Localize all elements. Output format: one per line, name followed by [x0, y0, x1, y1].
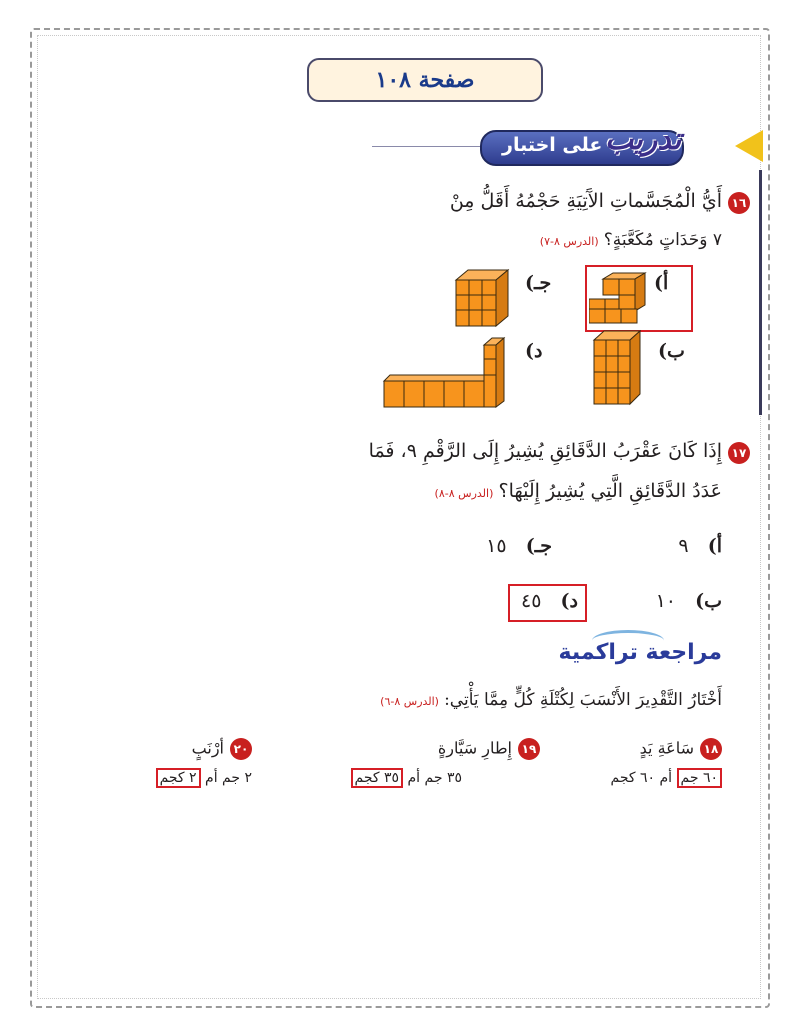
q17-lesson-ref: (الدرس ٨-٨) [434, 487, 494, 500]
q16-option-d-label[interactable]: د) [525, 340, 543, 362]
banner-arrow-icon [735, 130, 763, 162]
q17-option-b-label: ب) [695, 590, 722, 612]
q16-text2: ٧ وَحَدَاتٍ مُكَعَّبَةٍ؟ [603, 230, 722, 250]
q17-option-b[interactable] [656, 590, 722, 612]
review-lesson-ref: (الدرس ٨-٦) [380, 695, 439, 708]
banner-brand: تدريب [605, 122, 682, 157]
review-item-19-label: إِطارِ سَيَّارةٍ [437, 738, 512, 758]
q17-option-d-label: د) [560, 590, 578, 612]
review-item-18-choices [611, 770, 722, 786]
q16-option-c-label[interactable]: جـ) [525, 272, 552, 294]
review-prompt: أَخْتَارُ التَّقْدِيرَ الأَنْسَبَ لِكُتْلَةِ كُلٍّ مِمَّا يَأْتِي: [444, 690, 722, 710]
test-practice-banner [480, 122, 763, 170]
review-item-20-opt1[interactable]: ٢ جم [222, 770, 252, 786]
review-item-19-opt2[interactable]: ٣٥ كجم [351, 768, 404, 788]
q17-line2 [62, 480, 722, 502]
review-item-18-badge: ١٨ [700, 738, 722, 760]
q17-option-d-value: ٤٥ [521, 590, 542, 612]
q16-option-a-label[interactable]: أ) [654, 272, 669, 294]
review-title: مراجعة تراكمية [558, 640, 722, 665]
review-item-19-label-line [438, 738, 540, 760]
q17-option-a-label: أ) [707, 535, 722, 557]
q17-option-a-value: ٩ [678, 535, 689, 557]
q17-option-a[interactable] [678, 535, 722, 557]
banner-rule [372, 146, 480, 147]
q16-option-d-figure [380, 335, 510, 410]
review-item-18-label: سَاعَةِ يَدٍ [639, 738, 694, 758]
review-item-18-label-line [640, 738, 722, 760]
review-item-20-label-line [192, 738, 252, 760]
review-item-20-choices [156, 770, 252, 786]
review-item-19-opt1[interactable]: ٣٥ جم [424, 770, 462, 786]
banner-label: على اختبار [502, 134, 603, 156]
q16-option-b-figure [590, 328, 648, 408]
q16-line2 [62, 230, 722, 250]
review-item-19-choices [351, 770, 462, 786]
q17-text2: عَدَدُ الدَّقَائِقِ الَّتِي يُشِيرُ إِلَيْهَا؟ [498, 480, 722, 502]
review-item-19-badge: ١٩ [518, 738, 540, 760]
q16-line1 [50, 190, 750, 214]
q16-text1: أَيُّ الْمُجَسَّماتِ الآَتِيَةِ حَجْمُهُ أَقَلُّ مِنْ [449, 190, 722, 212]
q17-option-b-value: ١٠ [655, 590, 677, 612]
q17-option-c-label: جـ) [525, 535, 552, 557]
q17-text1: إِذَا كَانَ عَقْرَبُ الدَّقَائِقِ يُشِيرُ إِلَى الرَّقْمِ ٩، فَمَا [368, 440, 722, 462]
section-side-rule [759, 170, 762, 415]
q16-lesson-ref: (الدرس ٨-٧) [539, 235, 599, 248]
q17-option-c[interactable] [486, 535, 552, 557]
q16-number-badge: ١٦ [728, 192, 750, 214]
review-prompt-line [62, 690, 722, 710]
review-item-18-sep: أم [659, 770, 673, 786]
q17-option-d[interactable] [521, 590, 578, 612]
q17-number-badge: ١٧ [728, 442, 750, 464]
q16-option-c-figure [452, 268, 516, 330]
page-title-box [307, 58, 543, 102]
review-item-20-label: أرْنَبٍ [191, 738, 224, 758]
review-item-20-opt2[interactable]: ٢ كجم [156, 768, 201, 788]
page-border-inner [37, 35, 761, 999]
review-item-18-opt2[interactable]: ٦٠ كجم [610, 770, 656, 786]
review-item-20-badge: ٢٠ [230, 738, 252, 760]
review-item-19-sep: أم [407, 770, 421, 786]
q16-option-a-figure [589, 271, 651, 326]
q17-line1 [50, 440, 750, 464]
q17-option-c-value: ١٥ [486, 535, 507, 557]
review-item-18-opt1[interactable]: ٦٠ جم [677, 768, 722, 788]
q16-option-b-label[interactable]: ب) [658, 340, 685, 362]
page-title: صفحة ١٠٨ [375, 67, 475, 93]
review-item-20-sep: أم [205, 770, 218, 786]
